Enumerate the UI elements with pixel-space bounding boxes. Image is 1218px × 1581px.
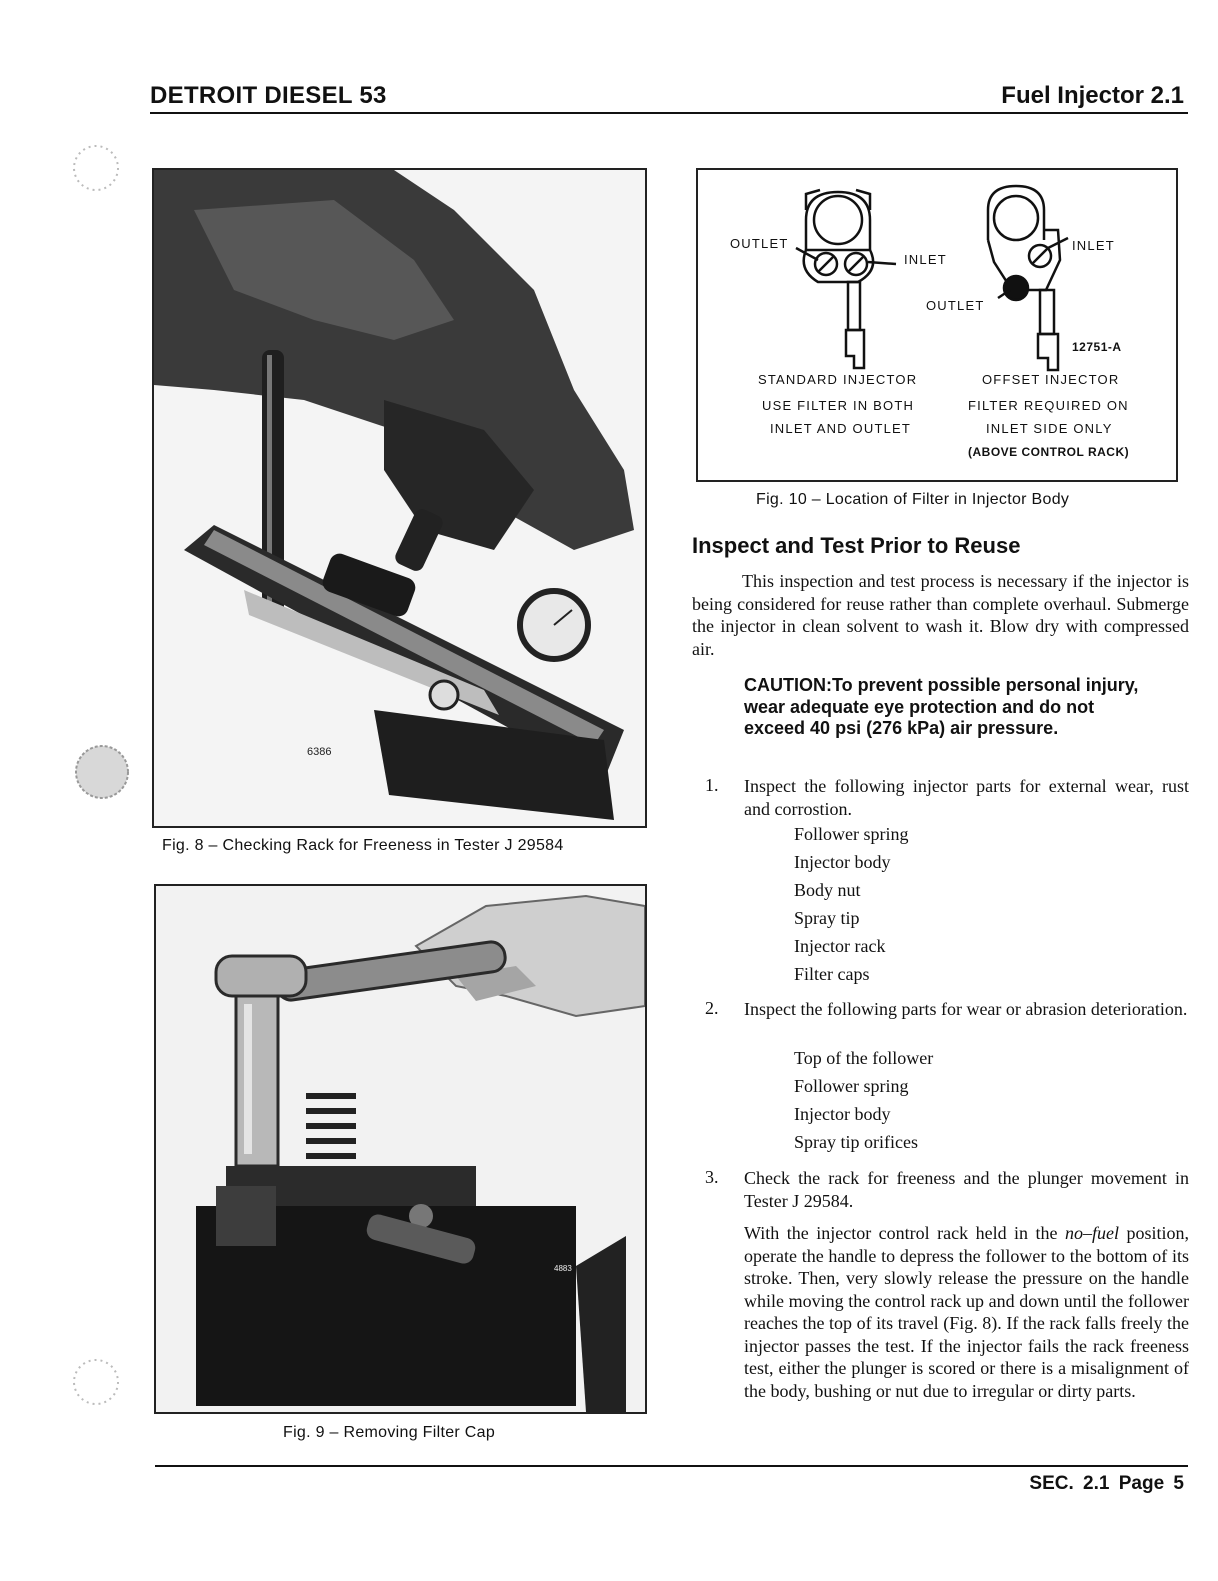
fig10-standard-line1: USE FILTER IN BOTH [762,398,915,413]
binder-hole-mark-middle [70,740,134,804]
step3-number: 3. [705,1167,719,1187]
offset-injector-drawing [988,186,1068,370]
caution-note: CAUTION:To prevent possible personal injury, wear adequate eye protection and do not exceed 40 psi (276 kPa) air pressure. [744,675,1139,738]
fig9-photo-number: 4883 [554,1264,572,1273]
fig10-inlet-right: INLET [1072,238,1115,253]
fig8-photo [152,168,647,828]
footer-rule [155,1465,1188,1467]
fig10-ref-number: 12751-A [1072,340,1122,354]
step1-text: Inspect the following injector parts for external wear, rust and corrostion. [744,776,1189,819]
fig9-photo [154,884,647,1414]
section-intro: This inspection and test process is necessary if the injector is being considered for reuse rather than complete overhaul. Submerge the injector in clean solvent to wash it. Blow dry with compressed air. [692,571,1189,659]
fig10-outlet-right: OUTLET [926,298,985,313]
step1-item: Filter caps [794,964,870,984]
section-title: Inspect and Test Prior to Reuse [692,533,1021,558]
step1-item: Injector body [794,852,891,872]
step2-item: Injector body [794,1104,891,1124]
fig10-caption: Fig. 10 – Location of Filter in Injector Body [756,491,1070,508]
header-title: DETROIT DIESEL 53 [150,82,387,109]
step1-item: Spray tip [794,908,860,928]
fig10-standard-line2: INLET AND OUTLET [770,421,912,436]
step1-item: Follower spring [794,824,909,844]
binder-hole-mark-bottom [66,1352,126,1412]
step2-text: Inspect the following parts for wear or abrasion deterioration. [744,999,1188,1019]
footer-page-label: SEC. 2.1 Page 5 [1029,1473,1184,1494]
header-section: Fuel Injector 2.1 [1001,82,1184,109]
fig10-outlet-left: OUTLET [730,236,789,251]
no-fuel-term: no–fuel [1065,1223,1119,1243]
fig10-inlet-left: INLET [904,252,947,267]
step2-item: Follower spring [794,1076,909,1096]
binder-hole-mark-top [66,138,126,198]
fig9-caption: Fig. 9 – Removing Filter Cap [283,1424,496,1441]
fig10-offset-line3: (ABOVE CONTROL RACK) [968,445,1130,459]
header-rule [150,112,1188,114]
step2-item: Spray tip orifices [794,1132,918,1152]
standard-injector-drawing [796,190,896,368]
fig10-offset-line1: FILTER REQUIRED ON [968,398,1129,413]
fig10-diagram [696,168,1178,482]
step3-text: Check the rack for freeness and the plunger movement in Tester J 29584. [744,1168,1189,1211]
fig10-offset-title: OFFSET INJECTOR [982,372,1120,387]
fig8-caption: Fig. 8 – Checking Rack for Freeness in Tester J 29584 [162,837,564,854]
step2-number: 2. [705,998,719,1018]
step1-item: Injector rack [794,936,886,956]
fig8-photo-number: 6386 [307,746,332,758]
step2-item: Top of the follower [794,1048,934,1068]
step3-paragraph: With the injector control rack held in the no–fuel position, operate the handle to depress the follower to the bottom of its stroke. Then, very slowly release the pressure on the handle while moving the control rack up and down until the follower reaches the top of its travel (Fig. 8). If the rack falls freely the injector passes the test. If the injector fails the rack freeness test, either the plunger is scored or there is a misalignment of the body, bushing or nut due to irregular or dirty parts. [744,1223,1189,1401]
step1-number: 1. [705,775,719,795]
step1-item: Body nut [794,880,861,900]
fig10-offset-line2: INLET SIDE ONLY [986,421,1113,436]
fig10-standard-title: STANDARD INJECTOR [758,372,918,387]
